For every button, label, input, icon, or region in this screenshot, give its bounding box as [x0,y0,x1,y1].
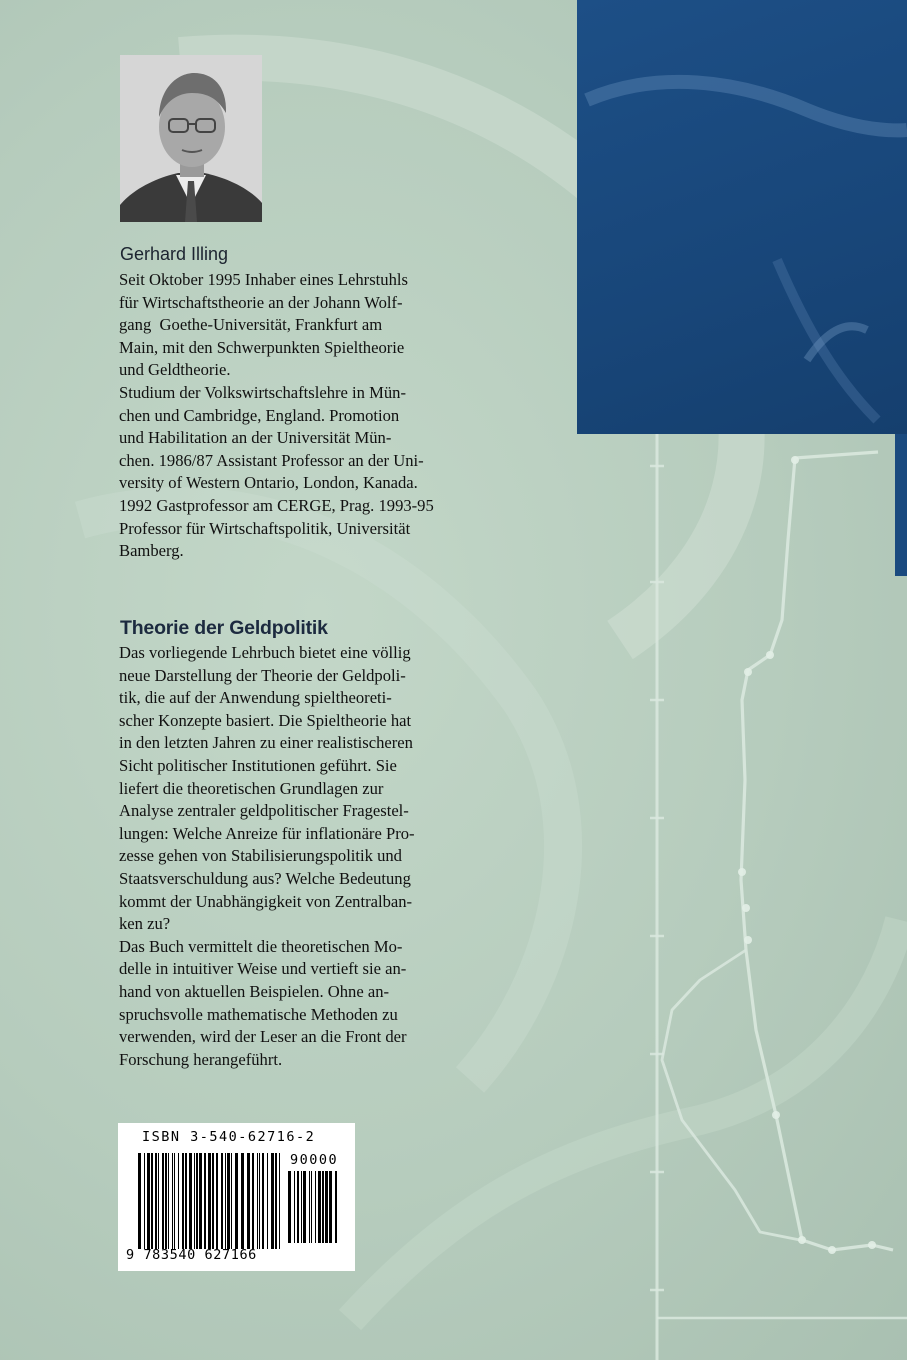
blue-accent-strip [895,434,907,576]
description-line: kommt der Unabhängigkeit von Zentralban- [119,891,413,911]
bio-line: für Wirtschaftstheorie an der Johann Wolf- [119,292,403,312]
blue-panel-swirl [577,0,907,434]
author-bio [119,269,519,563]
barcode-bar [294,1171,295,1243]
bio-line: Seit Oktober 1995 Inhaber eines Lehrstuhls [119,270,408,289]
barcode-bar [247,1153,250,1249]
bio-line: Main, mit den Schwerpunkten Spieltheorie [119,337,405,357]
book-description [119,642,519,1071]
barcode-bar [227,1153,230,1249]
barcode-bar [155,1153,157,1249]
barcode-bar [262,1153,264,1249]
barcode-bar [309,1171,310,1243]
bio-line: und Geldtheorie. [119,360,231,380]
description-line: Staatsverschuldung aus? Welche Bedeutung [119,868,411,888]
barcode-bar [208,1153,211,1249]
barcode-bar [297,1171,299,1243]
description-line: liefert die theoretischen Grundlagen zur [119,778,384,798]
barcode-bar [162,1153,164,1249]
barcode-bar [212,1153,214,1249]
ean-digits: 9 783540 627166 [126,1247,257,1263]
barcode-bar [231,1153,232,1249]
description-line: tik, die auf der Anwendung spieltheoreti- [119,688,392,708]
barcode-bar [182,1153,184,1249]
description-line: verwenden, wird der Leser an die Front der [119,1027,407,1047]
isbn-barcode [118,1123,355,1271]
barcode-bar [271,1153,274,1249]
bio-line: Professor für Wirtschaftspolitik, Universität [119,518,411,538]
barcode-bar [318,1171,321,1243]
barcode-bar [325,1171,328,1243]
barcode-bar [335,1171,337,1243]
barcode-bar [158,1153,159,1249]
bio-line: und Habilitation an der Universität Mün- [119,428,392,448]
barcode-bar [235,1153,238,1249]
barcode-bar [172,1153,173,1249]
bio-line: Studium der Volkswirtschaftslehre in Mün- [119,382,406,402]
author-portrait [120,55,262,222]
bio-line: Bamberg. [119,541,184,561]
description-line: delle in intuitiver Weise und vertieft sie an- [119,959,407,979]
barcode-addon-bars [288,1171,342,1243]
barcode-bar [267,1153,268,1249]
barcode-bar [303,1171,306,1243]
description-line: Sicht politischer Institutionen geführt. Sie [119,755,397,775]
book-title: Theorie der Geldpolitik [120,617,328,639]
bio-line: 1992 Gastprofessor am CERGE, Prag. 1993-95 [119,495,434,515]
barcode-bar [185,1153,187,1249]
barcode-bar [165,1153,167,1249]
barcode-bar [275,1153,277,1249]
barcode-bar [315,1171,316,1243]
description-line: ken zu? [119,914,171,934]
barcode-bar [288,1171,291,1243]
barcode-bar [196,1153,198,1249]
barcode-bar [216,1153,218,1249]
barcode-bar [259,1153,260,1249]
description-line: scher Konzepte basiert. Die Spieltheorie hat [119,710,412,730]
barcode-bar [174,1153,175,1249]
barcode-bar [279,1153,280,1249]
barcode-bar [204,1153,206,1249]
bio-line: chen. 1986/87 Assistant Professor an der Uni- [119,450,424,470]
description-line: in den letzten Jahren zu einer realistischeren [119,733,413,753]
price-code: 90000 [290,1152,339,1168]
barcode-bars [138,1153,283,1249]
description-line: Das Buch vermittelt die theoretischen Mo- [119,936,403,956]
bio-line: chen und Cambridge, England. Promotion [119,405,400,425]
barcode-bar [322,1171,324,1243]
barcode-bar [144,1153,145,1249]
barcode-bar [241,1153,244,1249]
barcode-bar [151,1153,153,1249]
barcode-bar [189,1153,192,1249]
barcode-bar [252,1153,254,1249]
barcode-bar [225,1153,226,1249]
barcode-bar [147,1153,150,1249]
description-line: Analyse zentraler geldpolitischer Fragestel- [119,801,409,821]
description-line: neue Darstellung der Theorie der Geldpoli- [119,665,406,685]
description-line: hand von aktuellen Beispielen. Ohne an- [119,981,390,1001]
barcode-bar [301,1171,302,1243]
barcode-bar [257,1153,258,1249]
isbn-number: ISBN 3-540-62716-2 [142,1129,316,1145]
barcode-bar [311,1171,312,1243]
barcode-bar [138,1153,141,1249]
barcode-bar [178,1153,179,1249]
bio-line: versity of Western Ontario, London, Kanada. [119,473,418,493]
barcode-bar [199,1153,202,1249]
barcode-bar [329,1171,332,1243]
blue-accent-panel [577,0,907,434]
description-line: zesse gehen von Stabilisierungspolitik und [119,846,402,866]
description-line: Forschung herangeführt. [119,1049,283,1069]
barcode-bar [168,1153,169,1249]
description-line: spruchsvolle mathematische Methoden zu [119,1004,398,1024]
barcode-bar [194,1153,195,1249]
bio-line: gang Goethe-Universität, Frankfurt am [119,315,383,335]
description-line: lungen: Welche Anreize für inflationäre Pro- [119,823,415,843]
barcode-bar [221,1153,223,1249]
description-line: Das vorliegende Lehrbuch bietet eine völlig [119,643,411,662]
author-name: Gerhard Illing [120,244,229,264]
